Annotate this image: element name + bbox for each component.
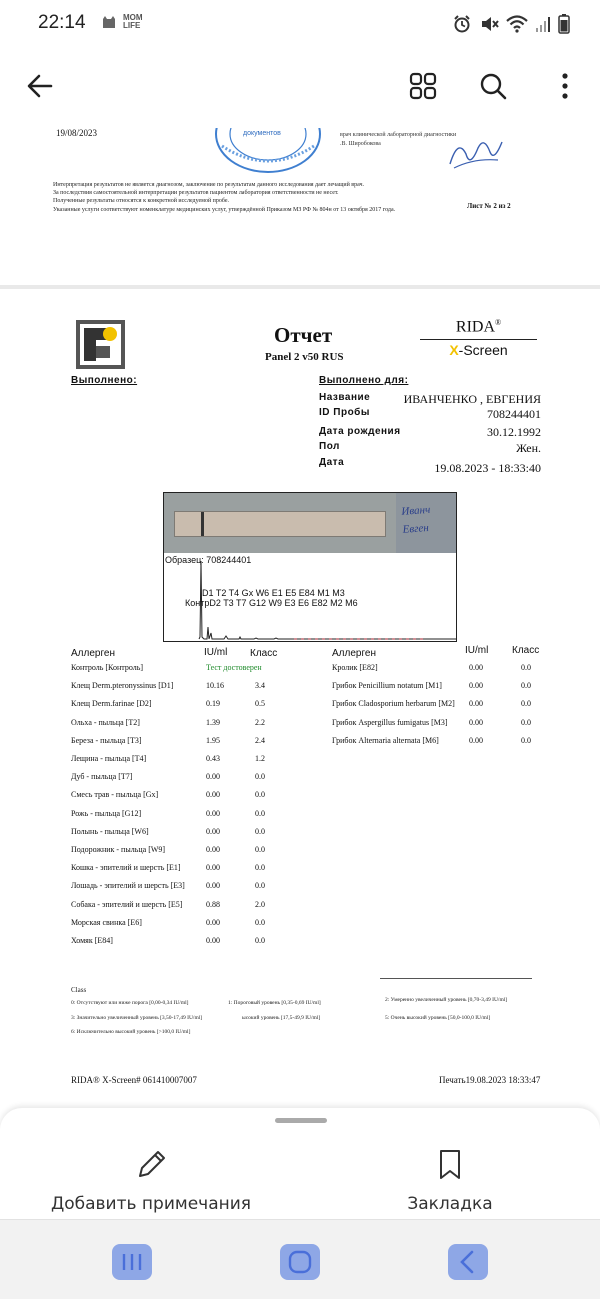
page-grid-button[interactable]	[403, 66, 443, 106]
class-4: ысокий уровень [17,5-49,9 IU/ml]	[242, 1015, 321, 1021]
device-serial: RIDA® X-Screen# 061410007007	[71, 1075, 197, 1085]
disclaimer-4: Указанные услуги соответствуют номенклатуре медицинских услуг, утверждённой Приказом МЗ РФ № 804н от 13 октября 2017 года.	[53, 207, 396, 213]
allergen-name: Морская свинка [E6]	[71, 917, 142, 927]
sheet-number: Лист № 2 из 2	[467, 202, 511, 210]
col-iu-left: IU/ml	[204, 647, 228, 658]
allergen-class: 2.4	[255, 735, 265, 745]
strip-label: Иванч Евген	[396, 493, 456, 553]
allergen-class: 0.0	[521, 699, 531, 709]
prev-page-date: 19/08/2023	[56, 128, 98, 138]
allergen-class: 0.0	[255, 917, 265, 927]
disclaimer-3: Полученные результаты относятся к конкретной исследуемой пробе.	[53, 198, 230, 204]
allergen-name: Подорожник - пыльца [W9]	[71, 845, 166, 854]
momlife-badge-icon: MOM LIFE	[123, 13, 143, 30]
allergen-class: 0.0	[255, 772, 265, 782]
allergen-class: 0.0	[255, 826, 265, 836]
alarm-icon	[452, 14, 472, 34]
done-for-label: Выполнено для:	[319, 375, 409, 386]
allergen-iu: 0.00	[206, 790, 220, 800]
battery-icon	[558, 14, 570, 34]
bookmark-button[interactable]	[398, 1148, 502, 1214]
allergen-codes-row2: КонтрD2 T3 T7 G12 W9 E3 E6 E82 M2 M6	[185, 598, 358, 608]
allergen-name: Грибок Cladosporium herbarum [M2]	[332, 699, 455, 709]
allergen-class: 0.0	[521, 717, 531, 727]
allergen-class: 0.0	[255, 863, 265, 873]
allergen-iu: 0.00	[469, 663, 483, 672]
document-viewer[interactable]	[0, 128, 600, 1108]
dob-label: Дата рождения	[319, 426, 401, 437]
disclaimer-1: Интерпретация результатов не является диагнозом, заключение по результатам данного исследования дает лечащий врач.	[53, 182, 365, 188]
sample-label: Образец: 708244401	[165, 555, 252, 565]
allergen-iu: 0.00	[206, 845, 220, 854]
allergen-iu: 0.00	[469, 717, 483, 727]
sample-id-label: ID Пробы	[319, 407, 370, 418]
allergen-name: Грибок Aspergillus fumigatus [M3]	[332, 717, 448, 727]
allergen-iu: 0.00	[206, 936, 220, 945]
patient-name-label: Название	[319, 392, 371, 403]
allergen-iu: 0.00	[206, 881, 220, 891]
allergen-class: 0.0	[521, 735, 531, 745]
report-title: Отчет	[274, 323, 333, 347]
sex-label: Пол	[319, 441, 340, 452]
allergen-iu: 0.00	[469, 699, 483, 709]
status-time: 22:14	[38, 12, 86, 33]
class-3: 3: Значительно увеличенный уровень [3,50-17,49 IU/ml]	[71, 1015, 203, 1021]
allergen-class: 1.2	[255, 754, 265, 763]
report-subtitle: Panel 2 v50 RUS	[265, 351, 344, 363]
test-strip-image	[163, 492, 457, 642]
more-options-button[interactable]	[545, 66, 585, 106]
stamp-text: документов	[243, 130, 281, 137]
patient-name-value: ИВАНЧЕНКО , ЕВГЕНИЯ	[403, 392, 541, 406]
allergen-name: Береза - пыльца [T3]	[71, 735, 142, 745]
allergen-iu: 0.00	[206, 917, 220, 927]
bookmark-label: Закладка	[407, 1194, 493, 1214]
home-button[interactable]	[280, 1244, 320, 1280]
class-6: 6: Исключительно высокий уровень [>100,0 IU/ml]	[71, 1029, 191, 1035]
col-class-left: Класс	[250, 648, 278, 659]
add-note-button[interactable]	[46, 1148, 256, 1214]
previous-page	[0, 128, 600, 285]
allergen-class: 0.0	[521, 663, 531, 672]
allergen-class: 0.0	[255, 881, 265, 891]
signer-name: .В. Широбокова	[340, 141, 381, 147]
allergen-name: Рожь - пыльца [G12]	[71, 808, 142, 818]
allergen-iu: 0.00	[206, 826, 220, 836]
class-legend-title: Class	[71, 986, 87, 994]
class-0: 0: Отсутствуют или ниже порога [0,00-0,34 IU/ml]	[71, 1000, 189, 1006]
allergen-class: 2.0	[255, 899, 265, 909]
allergen-class: 0.0	[255, 936, 265, 945]
sample-id-value: 708244401	[487, 407, 541, 421]
allergen-class: 0.0	[255, 845, 265, 854]
allergen-name: Контроль [Контроль]	[71, 663, 144, 672]
recent-apps-button[interactable]	[112, 1244, 152, 1280]
strip-band	[174, 511, 386, 537]
allergen-class: 0.0	[521, 681, 531, 691]
allergen-name: Кролик [E82]	[332, 663, 378, 672]
allergen-iu: 10.16	[206, 681, 224, 691]
allergen-iu: 0.00	[206, 772, 220, 782]
nav-back-icon	[448, 1244, 488, 1280]
nav-back-button[interactable]	[448, 1244, 488, 1280]
allergen-iu: Тест достоверен	[206, 663, 262, 672]
allergen-iu: 0.19	[206, 699, 220, 709]
allergen-iu: 0.00	[469, 735, 483, 745]
sex-value: Жен.	[516, 441, 541, 455]
allergen-name: Хомяк [E84]	[71, 936, 113, 945]
sheet-drag-handle[interactable]	[275, 1118, 327, 1123]
allergen-name: Лошадь - эпителий и шерсть [E3]	[71, 881, 185, 891]
lab-logo-icon	[76, 320, 125, 369]
dob-value: 30.12.1992	[487, 425, 541, 439]
class-5: 5: Очень высокий уровень [50,0-100,0 IU/ml]	[385, 1015, 491, 1021]
allergen-name: Лещина - пыльца [T4]	[71, 754, 147, 763]
more-vertical-icon	[561, 73, 569, 99]
rida-brand-logo: RIDA® X-Screen	[420, 318, 537, 358]
allergen-name: Грибок Alternaria alternata [M6]	[332, 735, 439, 745]
page-separator	[0, 285, 600, 289]
recent-apps-icon	[112, 1244, 152, 1280]
signer-title: врач клинической лабораторной диагностики	[340, 132, 457, 138]
allergen-name: Клещ Derm.pteronyssinus [D1]	[71, 681, 174, 691]
top-toolbar	[0, 48, 600, 128]
pencil-icon	[134, 1148, 168, 1182]
disclaimer-2: За последствия самостоятельной интерпретации результатов пациентом лаборатория ответственности не несет.	[53, 190, 339, 196]
strip-photo	[164, 493, 456, 553]
allergen-name: Клещ Derm.farinae [D2]	[71, 699, 152, 709]
done-label: Выполнено:	[71, 375, 138, 386]
search-button[interactable]	[473, 66, 513, 106]
status-icons	[452, 13, 570, 35]
print-timestamp: Печать19.08.2023 18:33:47	[439, 1075, 541, 1085]
allergen-class: 0.0	[255, 790, 265, 800]
arrow-left-icon	[27, 74, 53, 98]
bottom-sheet	[0, 1108, 600, 1219]
col-allergen-right: Аллерген	[332, 648, 376, 659]
signature-line	[380, 978, 532, 979]
allergen-iu: 0.43	[206, 754, 220, 763]
allergen-name: Собака - эпителий и шерсть [E5]	[71, 899, 183, 909]
allergen-class: 0.5	[255, 699, 265, 709]
allergen-iu: 1.95	[206, 735, 220, 745]
mute-icon	[479, 14, 499, 34]
allergen-class: 3.4	[255, 681, 265, 691]
system-nav-bar	[0, 1219, 600, 1299]
allergen-name: Смесь трав - пыльца [Gx]	[71, 790, 159, 800]
allergen-name: Грибок Penicillium notatum [M1]	[332, 681, 442, 691]
allergen-codes-row1: D1 T2 T4 Gx W6 E1 E5 E84 M1 M3	[202, 588, 345, 598]
date-label: Дата	[319, 457, 345, 468]
search-icon	[479, 72, 507, 100]
grid-icon	[409, 72, 437, 100]
allergen-iu: 0.00	[206, 808, 220, 818]
cat-notification-icon	[101, 15, 117, 29]
status-bar	[0, 0, 600, 48]
allergen-name: Кошка - эпителий и шерсть [E1]	[71, 863, 181, 873]
allergen-class: 0.0	[255, 808, 265, 818]
allergen-iu: 0.88	[206, 899, 220, 909]
class-1: 1: Пороговый уровень [0,35-0,69 IU/ml]	[228, 1000, 321, 1006]
allergen-iu: 1.39	[206, 717, 220, 727]
col-iu-right: IU/ml	[465, 645, 489, 656]
allergen-iu: 0.00	[206, 863, 220, 873]
wifi-icon	[506, 14, 528, 34]
home-icon	[280, 1244, 320, 1280]
allergen-name: Полынь - пыльца [W6]	[71, 826, 149, 836]
col-class-right: Класс	[512, 645, 540, 656]
add-note-label: Добавить примечания	[50, 1194, 252, 1214]
col-allergen-left: Аллерген	[71, 648, 115, 659]
allergen-iu: 0.00	[469, 681, 483, 691]
class-2: 2: Умеренно увеличенный уровень [0,70-3,49 IU/ml]	[385, 997, 508, 1003]
signature-icon	[444, 134, 506, 172]
allergen-name: Дуб - пыльца [T7]	[71, 772, 133, 782]
signal-icon	[535, 15, 551, 33]
date-value: 19.08.2023 - 18:33:40	[434, 461, 541, 475]
back-button[interactable]	[20, 66, 60, 106]
allergen-class: 2.2	[255, 717, 265, 727]
allergen-name: Ольха - пыльца [T2]	[71, 717, 140, 727]
bookmark-icon	[437, 1148, 463, 1182]
